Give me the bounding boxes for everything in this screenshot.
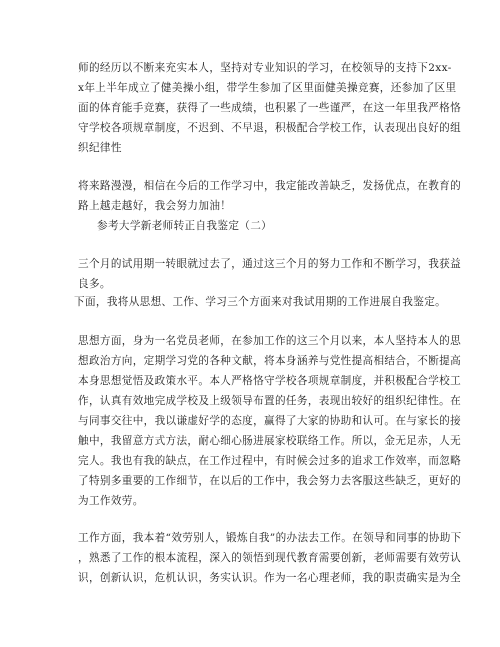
- text-line: 三个月的试用期一转眼就过去了，通过这三个月的努力工作和不断学习，我获益: [78, 258, 462, 270]
- text-line: 了特别多重要的工作细节，在以后的工作中，我会努力去客服这些缺乏，更好的: [78, 475, 462, 487]
- text-line: 织纪律性: [78, 142, 122, 154]
- text-line: 为工作效劳。: [78, 495, 144, 507]
- text-line: 作，认真有效地完成学校及上级领导布置的任务，表现出较好的组织纪律性。在: [78, 395, 462, 407]
- text-line: 师的经历以不断来充实本人，坚持对专业知识的学习，在校领导的支持下2xx-: [78, 62, 452, 74]
- text-line: 触中，我留意方式方法，耐心细心肠进展家校联络工作。所以，金无足赤，人无: [78, 435, 462, 447]
- text-line: 将来路漫漫，相信在今后的工作学习中，我定能改善缺乏，发扬优点，在教育的: [78, 180, 462, 192]
- text-line: x年上半年成立了健美操小组，带学生参加了区里面健美操竞赛，还参加了区里: [78, 82, 457, 94]
- text-line: 守学校各项规章制度，不迟到、不早退，积极配合学校工作，认表现出良好的组: [78, 122, 462, 134]
- text-line: 路上越走越好，我会努力加油！: [78, 200, 232, 212]
- text-line: 下面，我将从思想、工作、学习三个方面来对我试用期的工作进展自我鉴定。: [74, 296, 447, 308]
- text-line: 良多。: [78, 278, 111, 290]
- text-line: 本身思想觉悟及政策水平。本人严格恪守学校各项规章制度，并积极配合学校工: [78, 375, 462, 387]
- text-line: 识，创新认识，危机认识，务实认识。作为一名心理老师，我的职责确实是为全: [78, 572, 462, 584]
- text-line: 思想方面，身为一名党员老师，在参加工作的这三个月以来，本人坚持本人的思: [78, 335, 462, 347]
- text-line: 面的体育能手竞赛，获得了一些成绩，也积累了一些谨严，在这一年里我严格恪: [78, 102, 462, 114]
- text-line: 想政治方向，定期学习党的各种文献，将本身涵养与党性提高相结合，不断提高: [78, 355, 462, 367]
- text-line: 工作方面，我本着“效劳别人，锻炼自我”的办法去工作。在领导和同事的协助下: [78, 532, 462, 544]
- text-line: 与同事交往中，我以谦虚好学的态度，赢得了大家的协助和认可。在与家长的接: [78, 415, 462, 427]
- text-line: ，熟悉了工作的根本流程，深入的领悟到现代教育需要创新，老师需要有效劳认: [78, 552, 462, 564]
- text-line: 完人。我也有我的缺点，在工作过程中，有时候会过多的追求工作效率，而忽略: [78, 455, 462, 467]
- section-heading: 参考大学新老师转正自我鉴定（二）: [97, 220, 273, 232]
